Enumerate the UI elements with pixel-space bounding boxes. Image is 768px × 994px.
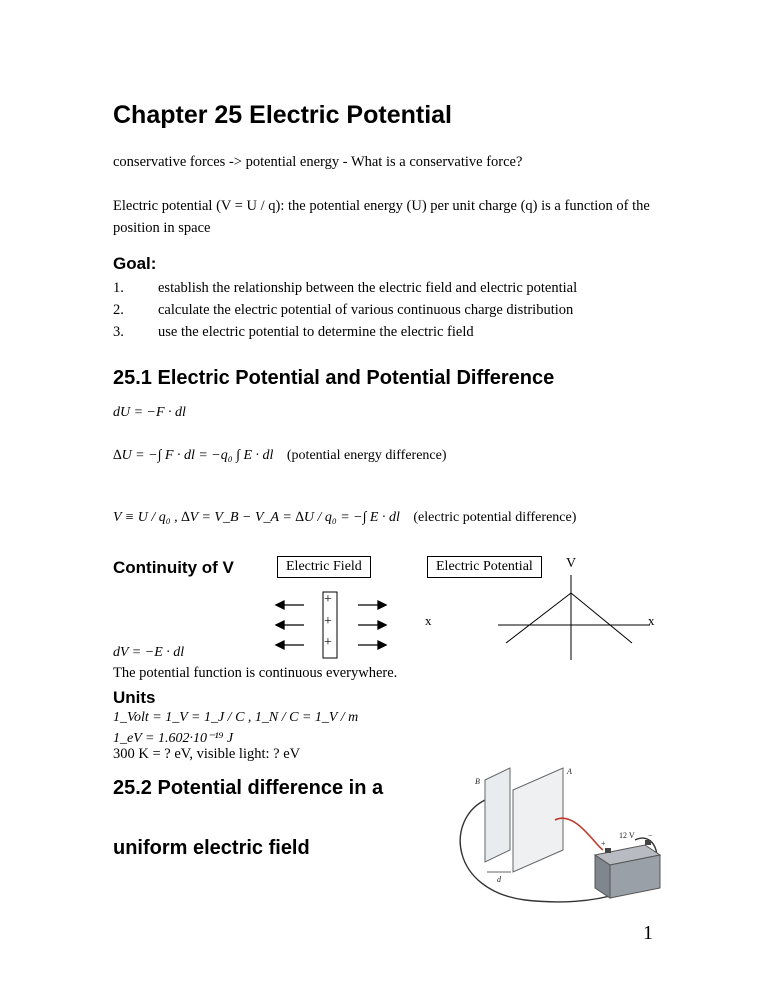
- units-line-1: 1_Volt = 1_V = 1_J / C , 1_N / C = 1_V / m: [113, 710, 359, 725]
- goal-item-3: 3. use the electric potential to determine the electric field: [113, 324, 474, 340]
- equation-delta-U: ∆U = −∫ F · dl = −q₀ ∫ E · dl (potential energy difference): [113, 448, 447, 463]
- plate-a-label: A: [567, 767, 572, 776]
- potential-definition: Electric potential (V = U / q): the potential energy (U) per unit charge (q) is a function of the position in space: [113, 198, 650, 236]
- potential-line-right: [571, 593, 632, 643]
- goal-item-2: 2. calculate the electric potential of various continuous charge distribution: [113, 302, 574, 318]
- goal-list: [113, 277, 673, 343]
- section-25-2-heading-line-1: 25.2 Potential difference in a: [113, 777, 384, 799]
- battery-terminal-negative: [645, 840, 651, 845]
- potential-line-left: [506, 593, 571, 643]
- section-25-2-heading-line-2: uniform electric field: [113, 837, 310, 859]
- equation-dV: dV = −E · dl: [113, 645, 185, 660]
- electric-field-box: Electric Field: [277, 556, 371, 578]
- plate-b: [485, 768, 510, 862]
- graph-v-label: V: [566, 556, 577, 571]
- units-line-2: 1_eV = 1.602·10⁻¹⁹ J: [113, 731, 234, 746]
- battery-terminal-positive: [605, 848, 611, 853]
- parallel-plates-battery-illustration: [445, 760, 675, 910]
- equation-V-definition: V ≡ U / q₀ , ∆V = V_B − V_A = ∆U / q₀ = −∫ E · dl (electric potential difference): [113, 510, 577, 525]
- plus-sign-3: +: [324, 635, 332, 650]
- section-25-1-heading: 25.1 Electric Potential and Potential Difference: [113, 367, 555, 389]
- page-number: 1: [643, 922, 653, 944]
- minus-terminal-symbol: −: [648, 831, 653, 840]
- electric-potential-box: Electric Potential: [427, 556, 542, 578]
- field-arrows-left: [276, 601, 304, 649]
- equation-dU: dU = −F · dl: [113, 405, 186, 420]
- graph-x-label: x: [648, 613, 655, 628]
- plus-sign-2: +: [324, 614, 332, 629]
- field-x-label: x: [425, 613, 432, 628]
- field-arrows-right: [358, 601, 386, 649]
- plus-terminal-symbol: +: [601, 839, 606, 848]
- intro-line: conservative forces -> potential energy - What is a conservative force?: [113, 154, 523, 170]
- units-heading: Units: [113, 688, 156, 707]
- plate-b-label: B: [475, 777, 480, 786]
- distance-label: d: [497, 875, 501, 884]
- continuity-heading: Continuity of V: [113, 558, 234, 577]
- potential-graph: [498, 575, 650, 660]
- goal-heading: Goal:: [113, 254, 157, 273]
- page-title: Chapter 25 Electric Potential: [113, 101, 453, 129]
- plus-sign-1: +: [324, 592, 332, 607]
- continuity-note: The potential function is continuous everywhere.: [113, 665, 398, 681]
- battery-voltage-label: 12 V: [619, 831, 635, 840]
- units-line-3: 300 K = ? eV, visible light: ? eV: [113, 746, 301, 762]
- goal-item-1: 1. establish the relationship between the electric field and electric potential: [113, 280, 578, 296]
